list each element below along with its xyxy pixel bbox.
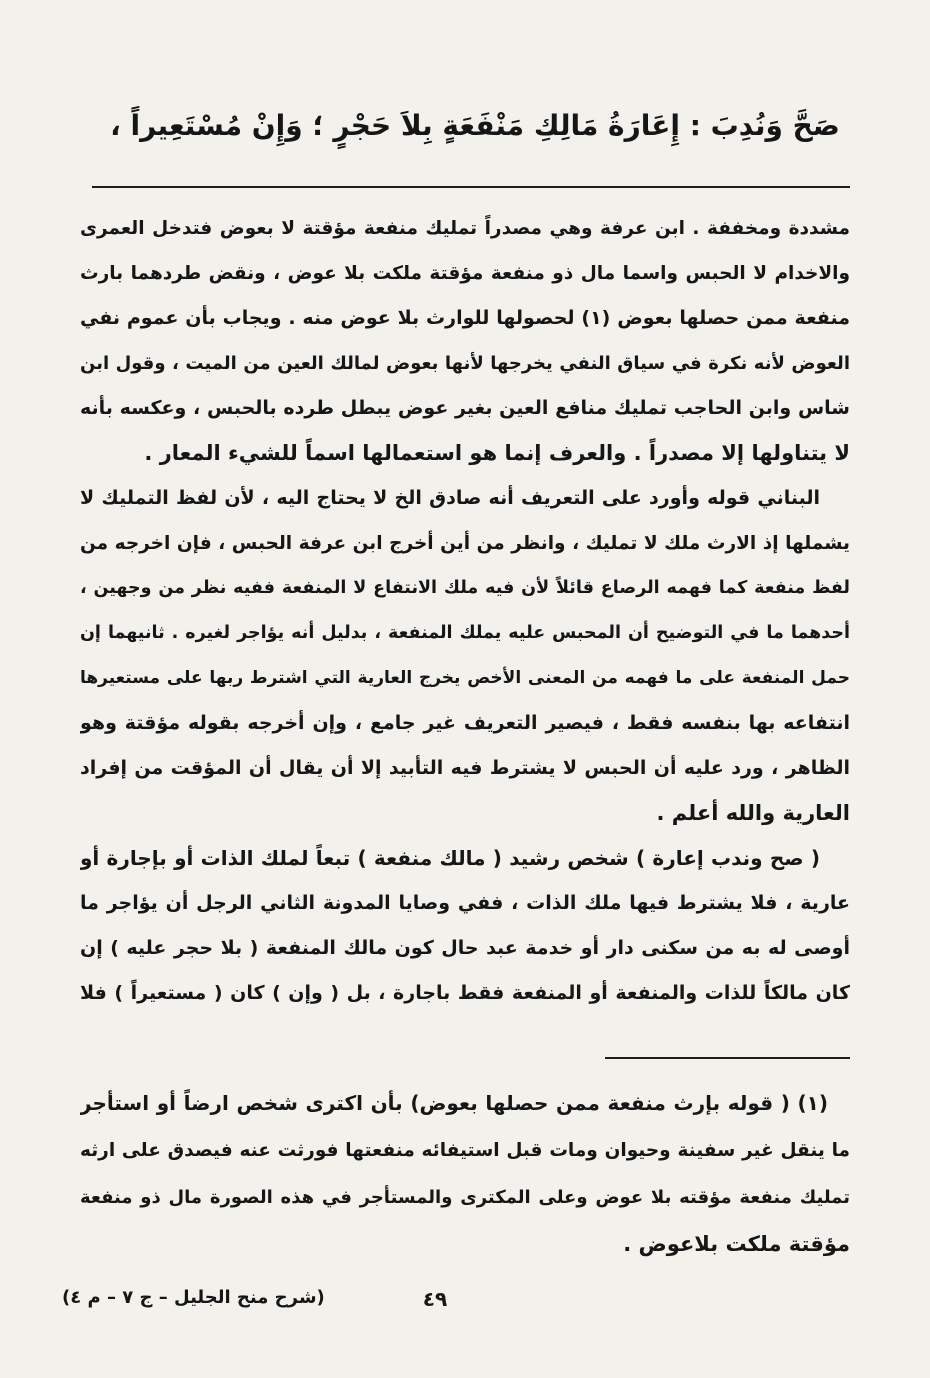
- text-line: حمل المنفعة على ما فهمه من المعنى الأخص يخرج العارية التي اشترط ربها على مستعيرها: [80, 668, 850, 688]
- page-number: ٤٩: [422, 1287, 448, 1311]
- footnote-divider: [605, 1057, 850, 1059]
- text-line: لفظ منفعة كما فهمه الرصاع قائلاً لأن فيه ملك الانتفاع لا المنفعة ففيه نظر من وجهين ،: [80, 578, 850, 598]
- text-line: ( صح وندب إعارة ) شخص رشيد ( مالك منفعة ) تبعاً لملك الذات أو بإجارة أو: [80, 846, 820, 870]
- text-line: مشددة ومخففة . ابن عرفة وهي مصدراً تمليك منفعة مؤقتة لا بعوض فتدخل العمرى: [80, 218, 850, 239]
- text-line: والاخدام لا الحبس واسما مال ذو منفعة مؤقتة ملكت بلا عوض ، ونقض طردهما بارث: [80, 263, 850, 284]
- text-line: شاس وابن الحاجب تمليك منافع العين بغير عوض يبطل طرده بالحبس ، وعكسه بأنه: [80, 397, 850, 419]
- source-reference: (شرح منح الجليل – ج ٧ – م ٤): [62, 1287, 325, 1308]
- text-line: يشملها إذ الارث ملك لا تمليك ، وانظر من أين أخرج ابن عرفة الحبس ، فإن اخرجه من: [80, 533, 850, 554]
- text-line: أوصى له به من سكنى دار أو خدمة عبد حال كون مالك المنفعة ( بلا حجر عليه ) إن: [80, 937, 850, 959]
- footnote-line: مؤقتة ملكت بلاعوض .: [623, 1232, 850, 1256]
- text-line: منفعة ممن حصلها بعوض (١) لحصولها للوارث بلا عوض منه . ويجاب بأن عموم نفي: [80, 307, 850, 329]
- section-heading: صَحَّ وَنُدِبَ : إِعَارَةُ مَالِكِ مَنْفَعَةٍ بِلاَ حَجْرٍ ؛ وَإِنْ مُسْتَعِيراً ،: [110, 109, 840, 142]
- text-line: أحدهما ما في التوضيح أن المحبس عليه يملك المنفعة ، بدليل أنه يؤاجر لغيره . ثانيهما إن: [80, 623, 850, 643]
- text-line: البناني قوله وأورد على التعريف أنه صادق الخ لا يحتاج اليه ، لأن لفظ التمليك لا: [80, 487, 820, 509]
- text-line: انتفاعه بها بنفسه فقط ، فيصير التعريف غير جامع ، وإن أخرجه بقوله مؤقتة وهو: [80, 712, 850, 734]
- footnote-line: ما ينقل غير سفينة وحيوان ومات قبل استيفائه منفعتها فورثت عنه فيصدق على ارثه: [80, 1140, 850, 1161]
- footnote: [80, 1080, 850, 1268]
- text-line: عارية ، فلا يشترط فيها ملك الذات ، ففي وصايا المدونة الثاني الرجل أن يؤاجر ما: [80, 892, 850, 914]
- text-line: لا يتناولها إلا مصدراً . والعرف إنما هو استعمالها اسماً للشيء المعار .: [144, 441, 850, 465]
- text-line: العوض لأنه نكرة في سياق النفي يخرجها لأنها بعوض لمالك العين من الميت ، وقول ابن: [80, 353, 850, 374]
- footnote-line: تمليك منفعة مؤقته بلا عوض وعلى المكترى والمستأجر في هذه الصورة مال ذو منفعة: [80, 1187, 850, 1208]
- text-line: العارية والله أعلم .: [656, 801, 850, 825]
- footnote-line: (١) ( قوله بإرث منفعة ممن حصلها بعوض) بأن اكترى شخص ارضاً أو استأجر: [80, 1091, 828, 1115]
- text-line: الظاهر ، ورد عليه أن الحبس لا يشترط فيه التأبيد إلا أن يقال أن المؤقت من إفراد: [80, 757, 850, 779]
- main-text: [80, 206, 850, 1016]
- text-line: كان مالكاً للذات والمنفعة أو المنفعة فقط باجارة ، بل ( وإن ) كان ( مستعيراً ) فلا: [80, 982, 850, 1004]
- heading-divider: [92, 186, 850, 188]
